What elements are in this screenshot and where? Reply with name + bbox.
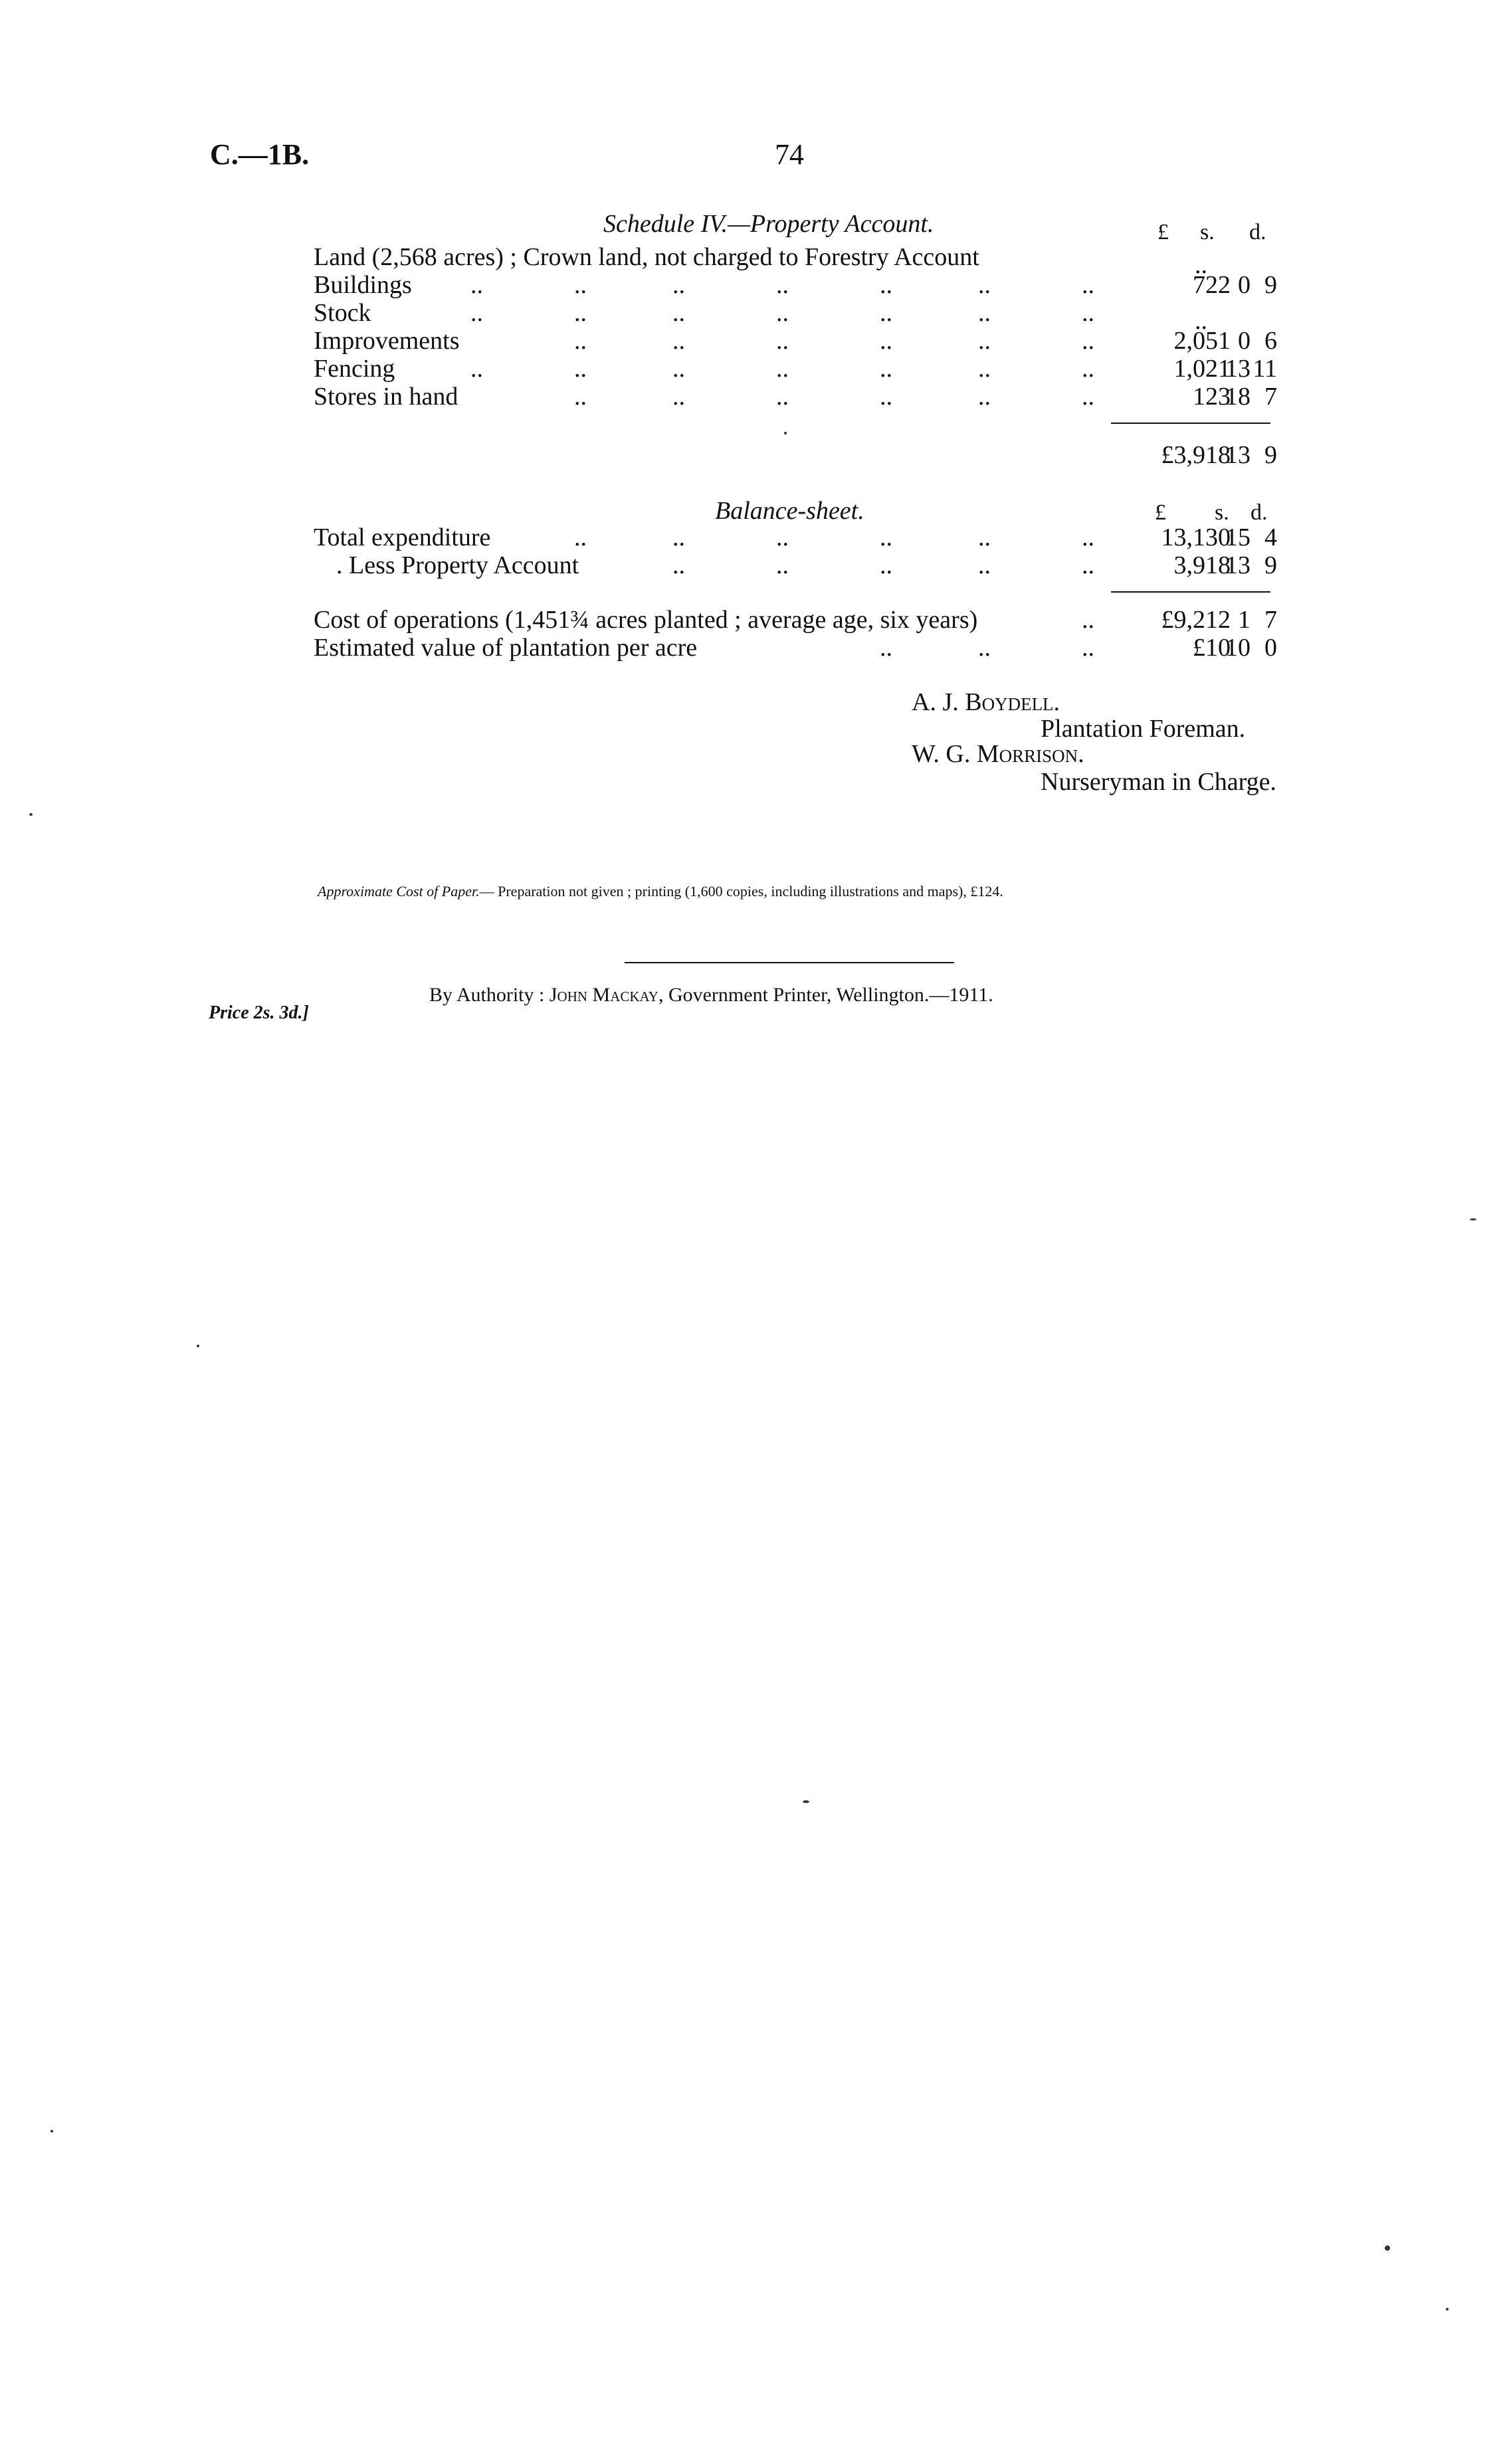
scan-speck <box>803 1800 809 1803</box>
shillings: 15 <box>1225 523 1251 551</box>
schedule-row-stores: Stores in hand .. .. .. .. .. .. 123 18 7 <box>314 383 1277 411</box>
schedule-row-improvements: Improvements .. .. .. .. .. .. 2,051 0 6 <box>314 327 1277 355</box>
signature-name-2: W. G. Morrison. <box>912 740 1084 768</box>
scan-speck <box>1470 1218 1476 1220</box>
pence: 7 <box>1264 606 1277 634</box>
scan-speck <box>1385 2245 1390 2251</box>
pounds: 722 <box>1193 271 1231 299</box>
schedule-total-row <box>314 441 1277 469</box>
shillings: 0 <box>1238 327 1251 355</box>
balance-row-total-expenditure: Total expenditure .. .. .. .. .. .. 13,130 15 4 <box>314 523 1277 551</box>
total-pounds: £3,918 <box>1161 441 1231 469</box>
row-label: . Less Property Account <box>336 551 579 579</box>
cost-of-paper-note <box>318 882 1003 901</box>
page-number: 74 <box>775 138 804 171</box>
printer-name: John Mackay, <box>549 984 664 1006</box>
shillings: 1 <box>1238 606 1251 634</box>
row-label: Buildings <box>314 271 412 299</box>
shillings: 13 <box>1225 551 1251 579</box>
balance-row-cost-of-operations: Cost of operations (1,451¾ acres planted ; average age, six years) .. £9,212 1 7 <box>314 606 1277 634</box>
pounds: 3,918 <box>1173 551 1231 579</box>
scan-speck <box>50 2130 53 2132</box>
balance-col-pence: d. <box>1251 500 1268 525</box>
row-label: Stores in hand <box>314 383 458 411</box>
pounds: 123 <box>1193 383 1231 411</box>
schedule-col-pence: d. <box>1249 220 1266 244</box>
balance-row-less-property: . Less Property Account .. .. .. .. .. 3,918 13 9 <box>336 551 1277 579</box>
scan-speck <box>29 813 33 816</box>
schedule-total-rule <box>1111 423 1270 424</box>
row-label: Estimated value of plantation per acre <box>314 634 698 662</box>
authority-line <box>429 983 993 1007</box>
schedule-title: Schedule IV.—Property Account. <box>603 210 934 238</box>
schedule-row-fencing: Fencing .. .. .. .. .. .. .. 1,021 13 11 <box>314 355 1277 383</box>
shillings: 10 <box>1225 634 1251 662</box>
pounds: 1,021 <box>1173 355 1231 383</box>
shillings: 0 <box>1238 271 1251 299</box>
cost-of-paper-text: — Preparation not given ; printing (1,600 copies, including illustrations and maps), £124. <box>479 883 1003 900</box>
pence: 11 <box>1253 355 1277 383</box>
schedule-col-shillings: s. <box>1200 220 1215 244</box>
schedule-row-stock: Stock .. .. .. .. .. .. .. <box>314 299 1094 327</box>
signature-title-1: Plantation Foreman. <box>1041 715 1246 743</box>
scan-speck <box>784 432 787 434</box>
price: Price 2s. 3d.] <box>209 1002 309 1023</box>
scan-speck <box>197 1345 199 1347</box>
pence: 9 <box>1264 271 1277 299</box>
pence: 7 <box>1264 383 1277 411</box>
cost-of-paper-label: Approximate Cost of Paper. <box>318 883 480 900</box>
row-label: Fencing <box>314 355 395 383</box>
pounds: 2,051 <box>1173 327 1231 355</box>
balance-sheet-title: Balance-sheet. <box>715 497 864 525</box>
authority-prefix: By Authority : <box>429 984 545 1006</box>
total-shillings: 13 <box>1225 441 1251 469</box>
pence: 0 <box>1264 634 1277 662</box>
footer-rule <box>625 962 954 963</box>
scan-speck <box>1446 2308 1449 2311</box>
row-label: Improvements <box>314 327 460 355</box>
row-label: Land (2,568 acres) ; Crown land, not charged to Forestry Account <box>314 243 979 271</box>
signature-title-2: Nurseryman in Charge. <box>1041 768 1276 796</box>
balance-row-estimated-value: Estimated value of plantation per acre .. .. .. £10 10 0 <box>314 634 1277 662</box>
stock-pounds-dots: .. <box>1195 307 1207 335</box>
row-label: Cost of operations (1,451¾ acres planted ; average age, six years) <box>314 606 978 634</box>
schedule-row-buildings: Buildings .. .. .. .. .. .. .. 722 0 9 <box>314 271 1277 299</box>
row-label: Stock <box>314 299 371 327</box>
shillings: 18 <box>1225 383 1251 411</box>
total-pence: 9 <box>1264 441 1277 469</box>
signature-name-1: A. J. Boydell. <box>912 688 1060 716</box>
schedule-row-land <box>314 243 1277 271</box>
balance-col-shillings: s. <box>1215 500 1229 525</box>
pounds: 13,130 <box>1161 523 1231 551</box>
pounds: £10 <box>1193 634 1231 662</box>
authority-suffix: Government Printer, Wellington.—1911. <box>668 984 993 1006</box>
pence: 6 <box>1264 327 1277 355</box>
land-pounds-dots: .. <box>1195 251 1207 279</box>
pence: 4 <box>1264 523 1277 551</box>
pence: 9 <box>1264 551 1277 579</box>
balance-rule <box>1111 591 1270 593</box>
shillings: 13 <box>1225 355 1251 383</box>
balance-col-pounds: £ <box>1155 500 1166 525</box>
schedule-col-pounds: £ <box>1157 220 1169 244</box>
row-label: Total expenditure <box>314 523 491 551</box>
pounds: £9,212 <box>1161 606 1231 634</box>
document-reference: C.—1B. <box>210 138 310 171</box>
